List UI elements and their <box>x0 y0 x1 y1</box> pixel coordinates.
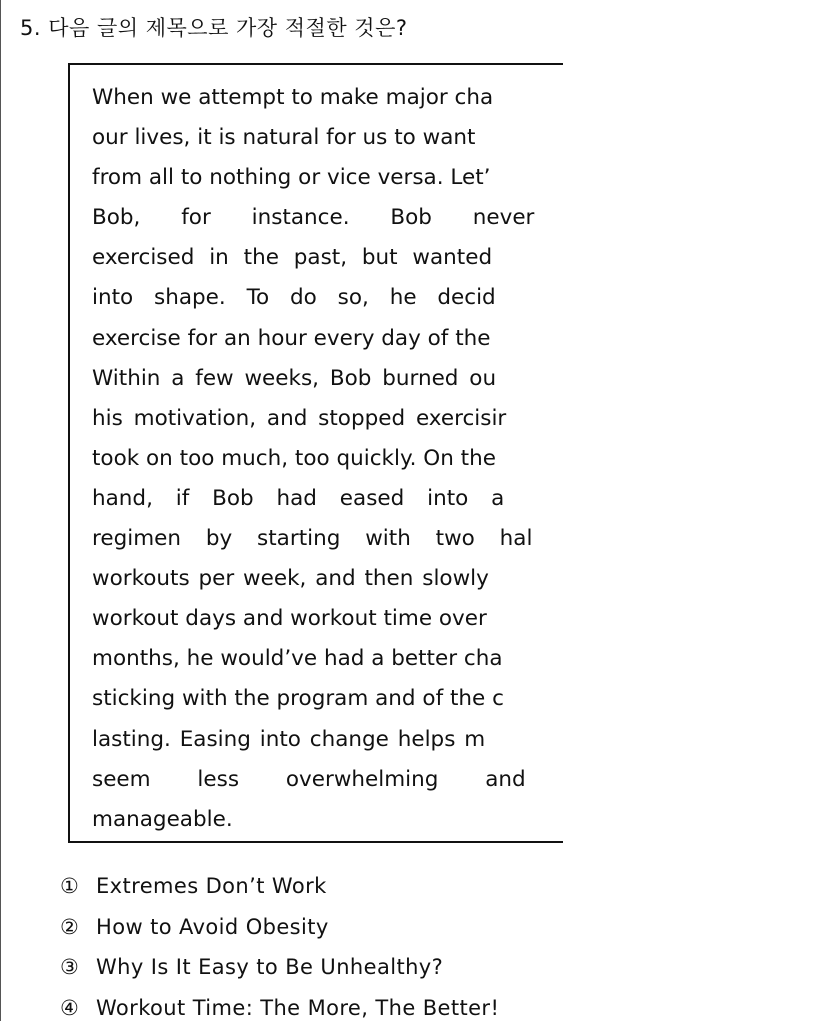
passage-line: seem less overwhelming and <box>92 766 526 792</box>
answer-options <box>60 866 499 1021</box>
option-text: How to Avoid Obesity <box>96 914 329 939</box>
option-3 <box>60 947 499 988</box>
passage-line: from all to nothing or vice versa. Let’ <box>92 165 491 191</box>
option-2 <box>60 907 499 948</box>
option-number: ③ <box>60 955 80 979</box>
passage-line: Within a few weeks, Bob burned ou <box>92 365 497 391</box>
option-number: ① <box>60 874 80 898</box>
passage-box <box>68 63 588 843</box>
passage-line: sticking with the program and of the c <box>92 686 504 712</box>
passage-line: exercised in the past, but wanted <box>92 245 493 271</box>
passage-line: manageable. <box>92 806 233 832</box>
passage-line: regimen by starting with two hal <box>92 526 533 552</box>
passage-line: took on too much, too quickly. On the <box>92 445 496 471</box>
option-text: Extremes Don’t Work <box>96 874 327 898</box>
passage-line: Bob, for instance. Bob never <box>92 205 535 231</box>
page-left-border <box>0 0 1 1021</box>
page-crop-mask <box>563 0 826 1021</box>
passage-line: months, he would’ve had a better cha <box>92 646 503 672</box>
option-4 <box>60 988 499 1021</box>
option-text: Workout Time: The More, The Better! <box>96 995 500 1020</box>
passage-line: exercise for an hour every day of the <box>92 325 491 351</box>
option-number: ④ <box>60 995 80 1020</box>
question-title: 5. 다음 글의 제목으로 가장 적절한 것은? <box>20 16 408 40</box>
passage-line: workouts per week, and then slowly <box>92 566 489 592</box>
passage-line: into shape. To do so, he decid <box>92 285 496 311</box>
passage-line: his motivation, and stopped exercisir <box>92 405 507 431</box>
option-1 <box>60 866 499 907</box>
passage-line: When we attempt to make major cha <box>92 85 494 110</box>
option-number: ② <box>60 914 80 939</box>
passage-line: lasting. Easing into change helps m <box>92 726 486 752</box>
passage-line: our lives, it is natural for us to want <box>92 125 476 151</box>
passage-line: hand, if Bob had eased into a <box>92 485 505 511</box>
passage-line: workout days and workout time over <box>92 606 487 632</box>
option-text: Why Is It Easy to Be Unhealthy? <box>96 955 444 979</box>
passage-text <box>92 78 588 840</box>
